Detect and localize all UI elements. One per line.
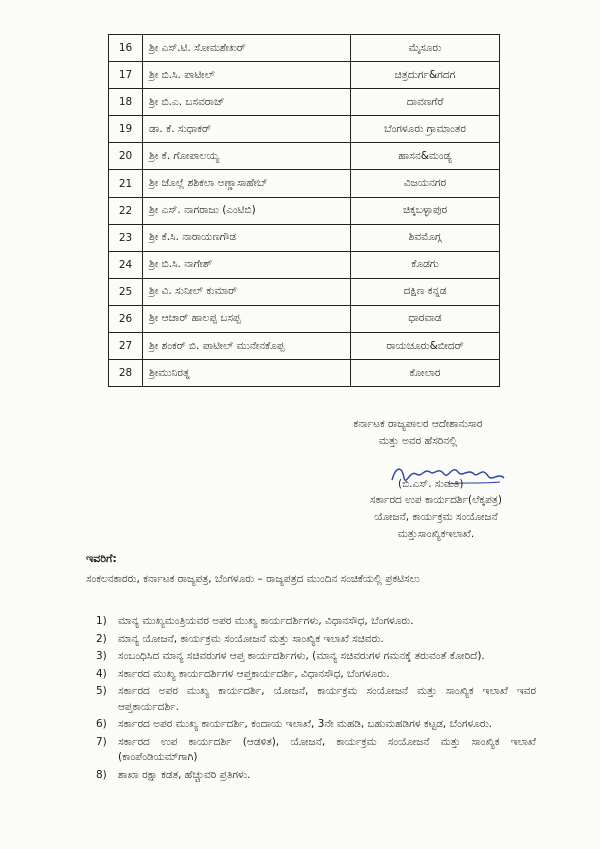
officer-name: ಶ್ರೀ ಆಚಾರ್ ಹಾಲಪ್ಪ ಬಸಪ್ಪ xyxy=(143,305,351,332)
table-row xyxy=(109,170,500,197)
officer-name: ಶ್ರೀ ಶಂಕರ್ ಬಿ. ಪಾಟೀಲ್ ಮುನೇನಕೊಪ್ಪ xyxy=(143,333,351,360)
district-name: ದಾವಣಗೆರೆ xyxy=(351,89,500,116)
list-item xyxy=(96,614,536,630)
table-row xyxy=(109,116,500,143)
officer-name: ಶ್ರೀ ಬಿ.ಎ. ಬಸವರಾಜ್ xyxy=(143,89,351,116)
list-item-number: 7) xyxy=(96,735,107,748)
row-number: 23 xyxy=(109,224,143,251)
table-row xyxy=(109,360,500,387)
list-item-text: ಸರ್ಕಾರದ ಅಪರ ಮುಖ್ಯ ಕಾರ್ಯದರ್ಶಿ, ಕಂದಾಯ ಇಲಾಖೆ, 3ನೇ ಮಹಡಿ, ಬಹುಮಹಡಿಗಳ ಕಟ್ಟಡ, ಬೆಂಗಳೂರು. xyxy=(118,718,493,730)
table-row xyxy=(109,305,500,332)
row-number: 22 xyxy=(109,197,143,224)
table-row xyxy=(109,89,500,116)
list-item-number: 5) xyxy=(96,685,107,697)
table-row xyxy=(109,224,500,251)
list-item xyxy=(96,735,536,766)
list-item xyxy=(96,684,536,715)
officer-name: ಶ್ರೀ ವಿ. ಸುನೀಲ್ ಕುಮಾರ್ xyxy=(143,278,351,305)
row-number: 17 xyxy=(109,62,143,89)
district-name: ಚಿತ್ರದುರ್ಗ&ಗದಗ xyxy=(351,62,500,89)
table-row xyxy=(109,35,500,62)
district-name: ಕೋಲಾರ xyxy=(351,360,500,387)
copy-to-list xyxy=(96,614,536,785)
officers-table xyxy=(108,34,500,387)
officer-name: ಶ್ರೀಮುನಿರತ್ನ xyxy=(143,360,351,387)
list-item-text: ಮಾನ್ಯ ಯೋಜನೆ, ಕಾರ್ಯಕ್ರಮ ಸಂಯೋಜನೆ ಮತ್ತು ಸಾಂಖ್ಯಿಕ ಇಲಾಖೆ ಸಚಿವರು. xyxy=(118,632,384,645)
list-item-text: ಸಂಬಂಧಿಸಿದ ಮಾನ್ಯ ಸಚಿವರುಗಳ ಆಪ್ತ ಕಾರ್ಯದರ್ಶಿಗಳು, (ಮಾನ್ಯ ಸಚಿವರುಗಳ ಗಮನಕ್ಕೆ ತರುವಂತೆ ಕೋರಿದೆ). xyxy=(118,650,485,662)
table-row xyxy=(109,62,500,89)
recipients-intro: ಸಂಕಲನಕಾರರು, ಕರ್ನಾಟಕ ರಾಜ್ಯಪತ್ರ, ಬೆಂಗಳೂರು – ರಾಜ್ಯಪತ್ರದ ಮುಂದಿನ ಸಂಚಿಕೆಯಲ್ಲಿ ಪ್ರಕಟಿಸಲು xyxy=(86,573,420,585)
district-name: ರಾಯಚೂರು&ಬೀದರ್ xyxy=(351,333,500,360)
list-item-number: 4) xyxy=(96,667,107,680)
officer-name: ಶ್ರೀ ಬಿ.ಸಿ. ಪಾಟೀಲ್ xyxy=(143,62,351,89)
signatory-name: (ಬಿ.ಎಸ್. ಸುಮತಿ) xyxy=(398,478,464,490)
table-row xyxy=(109,143,500,170)
district-name: ಚಿಕ್ಕಬಳ್ಳಾಪುರ xyxy=(351,197,500,224)
designation-line-3: ಮತ್ತುಸಾಂಖ್ಯಿಕಇಲಾಖೆ. xyxy=(397,528,475,540)
district-name: ದಕ್ಷಿಣ ಕನ್ನಡ xyxy=(351,278,500,305)
table-row xyxy=(109,333,500,360)
officer-name: ಶ್ರೀ ಜೊಲ್ಲೆ ಶಶಿಕಲಾ ಅಣ್ಣಾಸಾಹೇಬ್ xyxy=(143,170,351,197)
row-number: 25 xyxy=(109,278,143,305)
officer-name: ಡಾ. ಕೆ. ಸುಧಾಕರ್ xyxy=(143,116,351,143)
governor-order xyxy=(328,416,508,450)
officer-name: ಶ್ರೀ ಎಸ್. ನಾಗರಾಜು (ಎಂಟಿಬಿ) xyxy=(143,197,351,224)
list-item xyxy=(96,667,536,683)
district-name: ಮೈಸೂರು xyxy=(351,35,500,62)
order-line-2: ಮತ್ತು ಅವರ ಹೆಸರಿನಲ್ಲಿ xyxy=(378,435,458,447)
list-item xyxy=(96,649,536,665)
list-item-text: ಸರ್ಕಾರದ ಮುಖ್ಯ ಕಾರ್ಯದರ್ಶಿಗಳ ಆಪ್ತಕಾರ್ಯದರ್ಶಿ, ವಿಧಾನಸೌಧ, ಬೆಂಗಳೂರು. xyxy=(118,667,390,680)
list-item-number: 8) xyxy=(96,768,107,781)
district-name: ಕೊಡಗು xyxy=(351,251,500,278)
district-name: ಬೆಂಗಳೂರು ಗ್ರಾಮಾಂತರ xyxy=(351,116,500,143)
district-name: ಹಾಸನ&ಮಂಡ್ಯ xyxy=(351,143,500,170)
list-item-number: 1) xyxy=(96,615,107,627)
designation-line-2: ಯೋಜನೆ, ಕಾರ್ಯಕ್ರಮ ಸಂಯೋಜನೆ xyxy=(374,511,498,523)
list-item-text: ಸರ್ಕಾರದ ಅಪರ ಮುಖ್ಯ ಕಾರ್ಯದರ್ಶಿ, ಯೋಜನೆ, ಕಾರ್ಯಕ್ರಮ ಸಂಯೋಜನೆ ಮತ್ತು ಸಾಂಖ್ಯಿಕ ಇಲಾಖೆ ಇವರ ಆಪ್ತಕಾರ್ಯದರ್ಶಿ. xyxy=(118,685,536,713)
officer-name: ಶ್ರೀ ಎಸ್.ಟಿ. ಸೋಮಶೇಖರ್ xyxy=(143,35,351,62)
row-number: 24 xyxy=(109,251,143,278)
officer-name: ಶ್ರೀ ಕೆ. ಗೋಪಾಲಯ್ಯ xyxy=(143,143,351,170)
list-item xyxy=(96,632,536,648)
signatory-designation xyxy=(336,492,536,543)
list-item-number: 2) xyxy=(96,632,107,645)
table-row xyxy=(109,278,500,305)
row-number: 19 xyxy=(109,116,143,143)
designation-line-1: ಸರ್ಕಾರದ ಉಪ ಕಾರ್ಯದರ್ಶಿ(ಲೆಕ್ಕಪತ್ರ) xyxy=(370,494,502,506)
officer-name: ಶ್ರೀ ಬಿ.ಸಿ. ನಾಗೇಶ್ xyxy=(143,251,351,278)
table-row xyxy=(109,251,500,278)
row-number: 28 xyxy=(109,360,143,387)
row-number: 21 xyxy=(109,170,143,197)
district-name: ಶಿವಮೊಗ್ಗ xyxy=(351,224,500,251)
district-name: ವಿಜಯನಗರ xyxy=(351,170,500,197)
list-item xyxy=(96,768,536,784)
recipients-label: ಇವರಿಗೆ: xyxy=(86,552,117,565)
list-item-number: 3) xyxy=(96,650,107,662)
district-name: ಧಾರವಾಡ xyxy=(351,305,500,332)
list-item-text: ಸರ್ಕಾರದ ಉಪ ಕಾರ್ಯದರ್ಶಿ (ಆಡಳಿತ), ಯೋಜನೆ, ಕಾರ್ಯಕ್ರಮ ಸಂಯೋಜನೆ ಮತ್ತು ಸಾಂಖ್ಯಿಕ ಇಲಾಖೆ (ಕಾಂಪೆಂಡಿಯಮ್‌ಗಾಗಿ) xyxy=(118,735,536,763)
list-item xyxy=(96,717,536,733)
officer-name: ಶ್ರೀ ಕೆ.ಸಿ. ನಾರಾಯಣಗೌಡ xyxy=(143,224,351,251)
row-number: 20 xyxy=(109,143,143,170)
table-row xyxy=(109,197,500,224)
order-line-1: ಕರ್ನಾಟಕ ರಾಜ್ಯಪಾಲರ ಆದೇಶಾನುಸಾರ xyxy=(353,418,483,430)
row-number: 27 xyxy=(109,333,143,360)
row-number: 26 xyxy=(109,305,143,332)
list-item-text: ಮಾನ್ಯ ಮುಖ್ಯಮಂತ್ರಿಯವರ ಅಪರ ಮುಖ್ಯ ಕಾರ್ಯದರ್ಶಿಗಳು, ವಿಧಾನಸೌಧ, ಬೆಂಗಳೂರು. xyxy=(118,615,414,627)
list-item-text: ಶಾಖಾ ರಕ್ಷಾ ಕಡತ, ಹೆಚ್ಚುವರಿ ಪ್ರತಿಗಳು. xyxy=(118,768,251,781)
row-number: 18 xyxy=(109,89,143,116)
list-item-number: 6) xyxy=(96,718,107,730)
row-number: 16 xyxy=(109,35,143,62)
